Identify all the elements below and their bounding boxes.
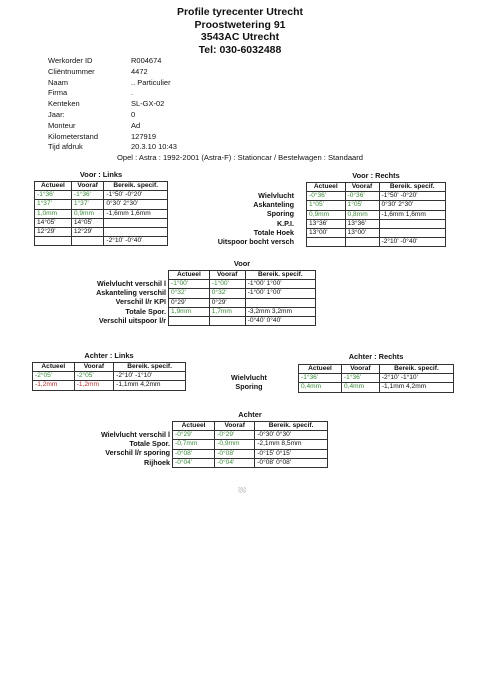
cell-spec: -1°00' 1°00' — [245, 289, 315, 298]
col-spec: Bereik. specif. — [245, 271, 315, 280]
cell-actueel: -0°04' — [173, 458, 215, 467]
table-row — [307, 238, 446, 247]
col-actueel: Actueel — [169, 271, 210, 280]
cell-spec: -2°10' -1°10' — [379, 374, 453, 383]
info-value: 4472 — [131, 66, 148, 76]
table-row — [35, 209, 168, 218]
info-key: Monteur — [48, 120, 76, 130]
label-wielvlucht: Wielvlucht — [258, 191, 294, 200]
cell-actueel — [169, 317, 210, 326]
cell-spec: 0°30' 2°30' — [379, 201, 445, 210]
cell-vooraf: -0°04' — [215, 458, 255, 467]
cell-spec: -0°40' 0°40' — [245, 317, 315, 326]
cell-vooraf: -0°29' — [215, 431, 255, 440]
cell-actueel: 0,9mm — [307, 210, 346, 219]
info-row — [48, 56, 177, 67]
label-rijhoek: Rijhoek — [144, 457, 170, 467]
cell-vooraf: -0,9mm — [215, 440, 255, 449]
cell-actueel: -1,2mm — [33, 381, 75, 390]
cell-actueel: 13°36' — [307, 219, 346, 228]
col-vooraf: Vooraf — [74, 363, 114, 372]
table-row — [173, 458, 328, 467]
info-row — [48, 121, 177, 132]
section-title-voor: Voor — [233, 259, 251, 268]
info-value: R004674 — [131, 56, 162, 65]
info-value: . — [131, 88, 134, 98]
table-row — [307, 201, 446, 210]
info-key: Jaar: — [48, 109, 65, 119]
vehicle-description: Opel : Astra : 1992-2001 (Astra-F) : Stationcar / Bestelwagen : Standaard — [116, 153, 364, 162]
cell-actueel: 14°05' — [35, 218, 72, 227]
col-vooraf: Vooraf — [345, 183, 379, 192]
label-achter-verschil-sporing: Verschil l/r sporing — [105, 448, 170, 458]
cell-spec: -1°50' -0°20' — [379, 192, 445, 201]
section-title-achter: Achter — [238, 410, 262, 419]
col-spec: Bereik. specif. — [255, 422, 328, 431]
cell-vooraf: -1°00' — [209, 280, 245, 289]
table-row — [307, 229, 446, 238]
cell-vooraf: -0°36' — [345, 192, 379, 201]
table-row — [307, 192, 446, 201]
cell-spec — [104, 218, 168, 227]
table-row — [307, 219, 446, 228]
cell-vooraf: 13°36' — [345, 219, 379, 228]
label-kpi: K.P.I. — [276, 218, 294, 228]
info-row — [48, 88, 177, 99]
info-key: Kilometerstand — [48, 131, 99, 141]
table-row — [299, 374, 454, 383]
cell-vooraf: 0,4mm — [341, 383, 379, 392]
voor-parameter-labels — [190, 191, 294, 246]
cell-actueel: -1°36' — [35, 191, 72, 200]
cell-actueel: 0,4mm — [299, 383, 342, 392]
cell-spec — [379, 229, 445, 238]
cell-actueel: 1,9mm — [169, 307, 210, 316]
cell-spec: -1,1mm 4,2mm — [379, 383, 453, 392]
cell-actueel — [35, 237, 72, 246]
cell-actueel: 12°29' — [35, 228, 72, 237]
info-value: 0 — [131, 109, 136, 119]
table-row — [33, 381, 186, 390]
table-row — [169, 298, 316, 307]
cell-actueel: 1°37' — [35, 200, 72, 209]
cell-spec: -2°10' -0°40' — [379, 238, 445, 247]
label-sporing: Sporing — [266, 209, 294, 219]
table-row — [173, 440, 328, 449]
label-achter-totale-spor: Totale Spor. — [129, 439, 170, 449]
label-askanteling-verschil: Askanteling verschil — [96, 288, 166, 298]
cell-vooraf: -1,2mm — [74, 381, 114, 390]
label-askanteling: Askanteling — [253, 200, 294, 210]
cell-spec: -0°08' 0°08' — [255, 458, 328, 467]
scan-speck — [238, 487, 246, 493]
cell-vooraf — [345, 238, 379, 247]
cell-vooraf: -0°08' — [215, 449, 255, 458]
info-value: Ad — [131, 120, 141, 130]
section-title-achter-rechts: Achter : Rechts — [348, 352, 404, 361]
cell-spec: -3,2mm 3,2mm — [245, 307, 315, 316]
cell-actueel: -1°00' — [169, 280, 210, 289]
info-value: 127919 — [131, 131, 157, 141]
cell-spec: -2,1mm 8,5mm — [255, 440, 328, 449]
label-achter-wielvlucht: Wielvlucht — [231, 373, 267, 382]
table-voor — [168, 270, 316, 326]
table-row — [169, 289, 316, 298]
cell-vooraf: -1°36' — [71, 191, 104, 200]
info-value: 20.3.10 10:43 — [131, 142, 177, 152]
table-row — [169, 307, 316, 316]
label-totale-spor: Totale Spor. — [125, 306, 166, 316]
info-value: SL-GX-02 — [131, 99, 165, 109]
cell-vooraf: 1°37' — [71, 200, 104, 209]
table-row — [35, 191, 168, 200]
cell-actueel: -2°05' — [33, 372, 75, 381]
col-vooraf: Vooraf — [215, 422, 255, 431]
table-row — [169, 280, 316, 289]
cell-spec: -2°10' -1°10' — [114, 372, 186, 381]
table-row — [35, 200, 168, 209]
col-vooraf: Vooraf — [341, 365, 379, 374]
col-actueel: Actueel — [173, 422, 215, 431]
table-achter — [172, 421, 328, 468]
info-row — [48, 99, 177, 110]
section-title-achter-links: Achter : Links — [84, 351, 134, 360]
table-row — [173, 431, 328, 440]
col-spec: Bereik. specif. — [104, 182, 168, 191]
cell-vooraf: 0,9mm — [71, 209, 104, 218]
cell-spec: -1°50' -0°20' — [104, 191, 168, 200]
info-row — [48, 67, 177, 78]
cell-spec: -1°00' 1°00' — [245, 280, 315, 289]
cell-vooraf: -1°36' — [341, 374, 379, 383]
table-row — [35, 237, 168, 246]
col-actueel: Actueel — [299, 365, 342, 374]
cell-vooraf: 0°32' — [209, 289, 245, 298]
cell-actueel: -0°29' — [173, 431, 215, 440]
section-title-voor-links: Voor : Links — [79, 170, 123, 179]
cell-vooraf: 12°29' — [71, 228, 104, 237]
cell-spec — [104, 228, 168, 237]
company-phone: Tel: 030-6032488 — [198, 43, 282, 56]
table-row — [299, 383, 454, 392]
cell-vooraf: 1,7mm — [209, 307, 245, 316]
cell-vooraf: -2°05' — [74, 372, 114, 381]
info-row — [48, 110, 177, 121]
company-name: Profile tyrecenter Utrecht — [176, 6, 304, 18]
col-vooraf: Vooraf — [209, 271, 245, 280]
label-verschil-kpi: Verschil l/r KPI — [115, 297, 166, 307]
cell-actueel: -0°08' — [173, 449, 215, 458]
cell-spec: -0°30' 0°30' — [255, 431, 328, 440]
info-key: Naam — [48, 77, 69, 87]
cell-actueel: -1°36' — [299, 374, 342, 383]
cell-spec: -2°10' -0°40' — [104, 237, 168, 246]
col-spec: Bereik. specif. — [114, 363, 186, 372]
cell-spec: 0°30' 2°30' — [104, 200, 168, 209]
table-voor-rechts — [306, 182, 446, 247]
label-verschil-uitspoor: Verschil uitspoor l/r — [98, 315, 166, 325]
info-row — [48, 132, 177, 143]
label-totale-hoek: Totale Hoek — [253, 227, 294, 237]
cell-actueel: 1°05' — [307, 201, 346, 210]
cell-actueel: -0,7mm — [173, 440, 215, 449]
table-row — [35, 228, 168, 237]
cell-vooraf — [209, 317, 245, 326]
label-achter-sporing: Sporing — [235, 382, 263, 392]
cell-spec: -1,6mm 1,6mm — [379, 210, 445, 219]
cell-actueel: 13°00' — [307, 229, 346, 238]
info-value: .. Particulier — [131, 77, 171, 87]
cell-vooraf: 0,8mm — [345, 210, 379, 219]
company-street: Proostwetering 91 — [194, 18, 286, 31]
cell-spec: -1,6mm 1,6mm — [104, 209, 168, 218]
cell-vooraf: 0°29' — [209, 298, 245, 307]
col-actueel: Actueel — [35, 182, 72, 191]
table-achter-rechts — [298, 364, 454, 393]
cell-vooraf — [71, 237, 104, 246]
col-spec: Bereik. specif. — [379, 365, 453, 374]
info-key: Cliëntnummer — [48, 66, 95, 76]
table-row — [173, 449, 328, 458]
col-spec: Bereik. specif. — [379, 183, 445, 192]
cell-actueel — [307, 238, 346, 247]
cell-vooraf: 14°05' — [71, 218, 104, 227]
achter-parameter-labels — [214, 373, 284, 391]
cell-spec — [245, 298, 315, 307]
cell-actueel: 1,0mm — [35, 209, 72, 218]
col-vooraf: Vooraf — [71, 182, 104, 191]
achter-diff-labels — [46, 430, 170, 467]
company-city: 3543AC Utrecht — [200, 31, 280, 43]
table-row — [169, 317, 316, 326]
cell-actueel: -0°36' — [307, 192, 346, 201]
cell-vooraf: 1°05' — [345, 201, 379, 210]
cell-actueel: 0°29' — [169, 298, 210, 307]
cell-vooraf: 13°00' — [345, 229, 379, 238]
cell-spec: -0°15' 0°15' — [255, 449, 328, 458]
info-row — [48, 78, 177, 89]
work-order-info — [48, 56, 177, 153]
cell-actueel: 0°32' — [169, 289, 210, 298]
table-voor-links — [34, 181, 168, 246]
voor-diff-labels — [46, 279, 166, 325]
table-row — [33, 372, 186, 381]
section-title-voor-rechts: Voor : Rechts — [352, 171, 400, 180]
info-key: Werkorder ID — [48, 56, 93, 65]
info-key: Tijd afdruk — [48, 142, 83, 152]
label-uitspoor: Uitspoor bocht versch — [217, 237, 294, 247]
table-achter-links — [32, 362, 186, 391]
label-wielvlucht-verschil: Wielvlucht verschil l — [96, 279, 166, 288]
cell-spec — [379, 219, 445, 228]
table-row — [307, 210, 446, 219]
info-key: Firma — [48, 88, 68, 98]
col-actueel: Actueel — [33, 363, 75, 372]
col-actueel: Actueel — [307, 183, 346, 192]
info-row — [48, 142, 177, 153]
cell-spec: -1,1mm 4,2mm — [114, 381, 186, 390]
info-key: Kenteken — [48, 99, 80, 109]
company-header — [0, 6, 480, 56]
table-row — [35, 218, 168, 227]
label-achter-wielvlucht-verschil: Wielvlucht verschil l — [100, 430, 170, 439]
